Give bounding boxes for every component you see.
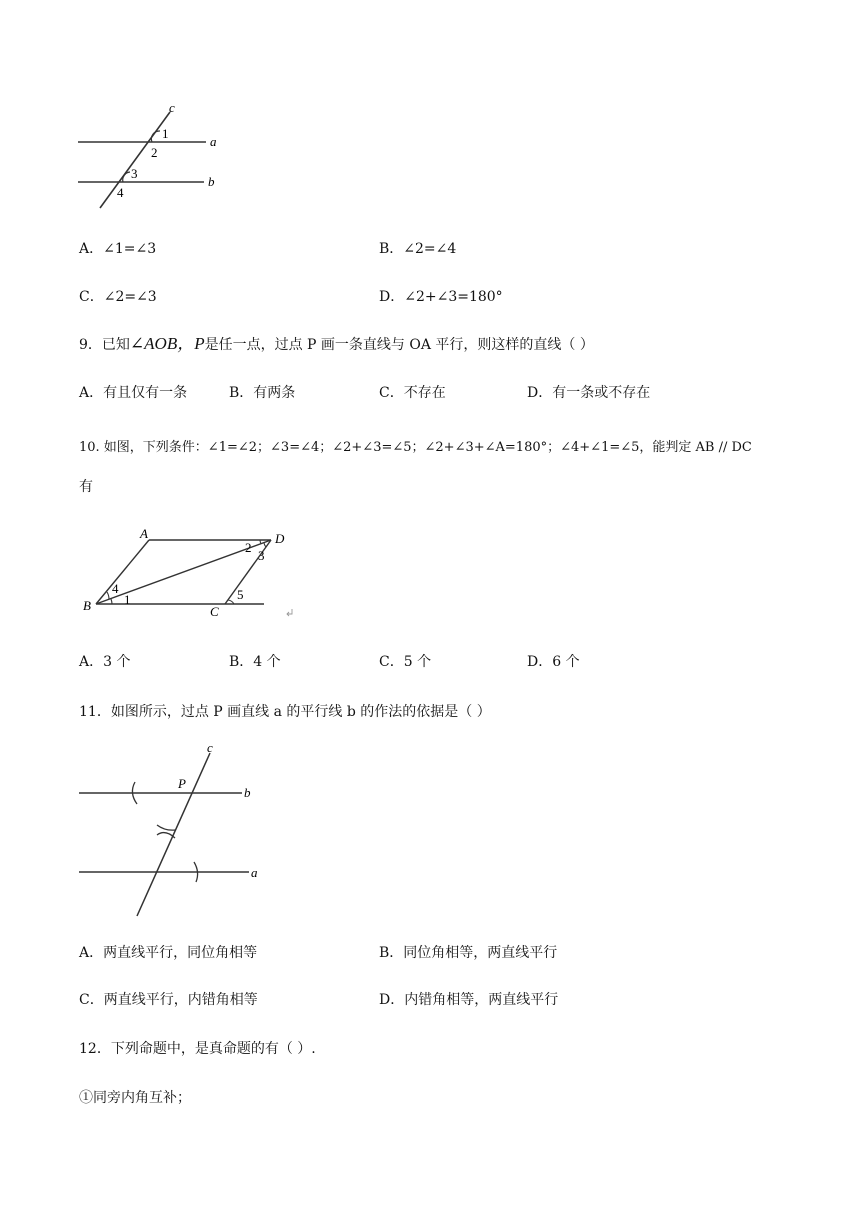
label-b: b: [208, 174, 215, 189]
figure-q10-parallelogram: [78, 525, 308, 625]
q10-option-b[interactable]: B．4 个: [229, 654, 281, 670]
q11-option-a[interactable]: A．两直线平行，同位角相等: [79, 945, 258, 961]
q8-option-b[interactable]: B．∠2=∠4: [379, 241, 457, 257]
q9-stem: [79, 335, 594, 354]
q11-option-d[interactable]: D．内错角相等，两直线平行: [379, 992, 559, 1008]
q10-option-c[interactable]: C．5 个: [379, 654, 432, 670]
angle-label-3: 3: [258, 548, 265, 563]
q11-option-b[interactable]: B．同位角相等，两直线平行: [379, 945, 558, 961]
q11-option-c[interactable]: C．两直线平行，内错角相等: [79, 992, 258, 1008]
line-c-label: c: [207, 740, 213, 755]
label-a: a: [210, 134, 217, 149]
vertex-d-label: D: [275, 531, 285, 546]
figure-q11-construction: [77, 738, 267, 918]
q10-stem-line1: 10. 如图，下列条件：∠1=∠2；∠3=∠4；∠2+∠3=∠5；∠2+∠3+∠A=180°；∠4+∠1=∠5，能判定 AB // DC: [79, 440, 752, 455]
vertex-a-label: A: [140, 526, 148, 541]
line-a-label: a: [251, 865, 258, 880]
q9-stem-prefix: 9．已知: [79, 337, 130, 353]
q9-stem-math: ∠AOB，P: [129, 334, 205, 353]
q10-option-d[interactable]: D．6 个: [527, 654, 580, 670]
q11-stem: 11．如图所示，过点 P 画直线 a 的平行线 b 的作法的依据是（ ）: [79, 704, 491, 720]
line-b-label: b: [244, 785, 251, 800]
angle-label-4: 4: [117, 185, 124, 200]
q9-stem-suffix: 是任一点，过点 P 画一条直线与 OA 平行，则这样的直线（ ）: [204, 337, 594, 353]
angle-label-1: 1: [162, 126, 169, 141]
q10-stem-line2: 有: [79, 479, 93, 495]
vertex-c-label: C: [210, 604, 219, 619]
q9-option-b[interactable]: B．有两条: [229, 385, 296, 401]
vertex-b-label: B: [83, 598, 91, 613]
angle-label-1: 1: [124, 592, 131, 607]
q9-option-d[interactable]: D．有一条或不存在: [527, 385, 651, 401]
point-p-label: P: [178, 776, 186, 791]
angle-label-3: 3: [131, 166, 138, 181]
q10-option-a[interactable]: A．3 个: [79, 654, 131, 670]
q9-option-c[interactable]: C．不存在: [379, 385, 446, 401]
q8-option-c[interactable]: C．∠2=∠3: [79, 289, 157, 305]
angle-label-4: 4: [112, 581, 119, 596]
paragraph-mark-icon: [287, 609, 292, 616]
angle-label-2: 2: [245, 540, 252, 555]
q9-option-a[interactable]: A．有且仅有一条: [79, 385, 188, 401]
angle-label-2: 2: [151, 145, 158, 160]
q8-option-a[interactable]: A．∠1=∠3: [79, 241, 157, 257]
q8-option-d[interactable]: D．∠2+∠3=180°: [379, 289, 503, 305]
label-c: c: [169, 100, 175, 115]
figure-q8-parallel-lines: [70, 100, 240, 220]
q12-stem: 12．下列命题中，是真命题的有（ ）.: [79, 1041, 316, 1057]
q12-item-1: ①同旁内角互补；: [79, 1090, 191, 1106]
angle-label-5: 5: [237, 587, 244, 602]
